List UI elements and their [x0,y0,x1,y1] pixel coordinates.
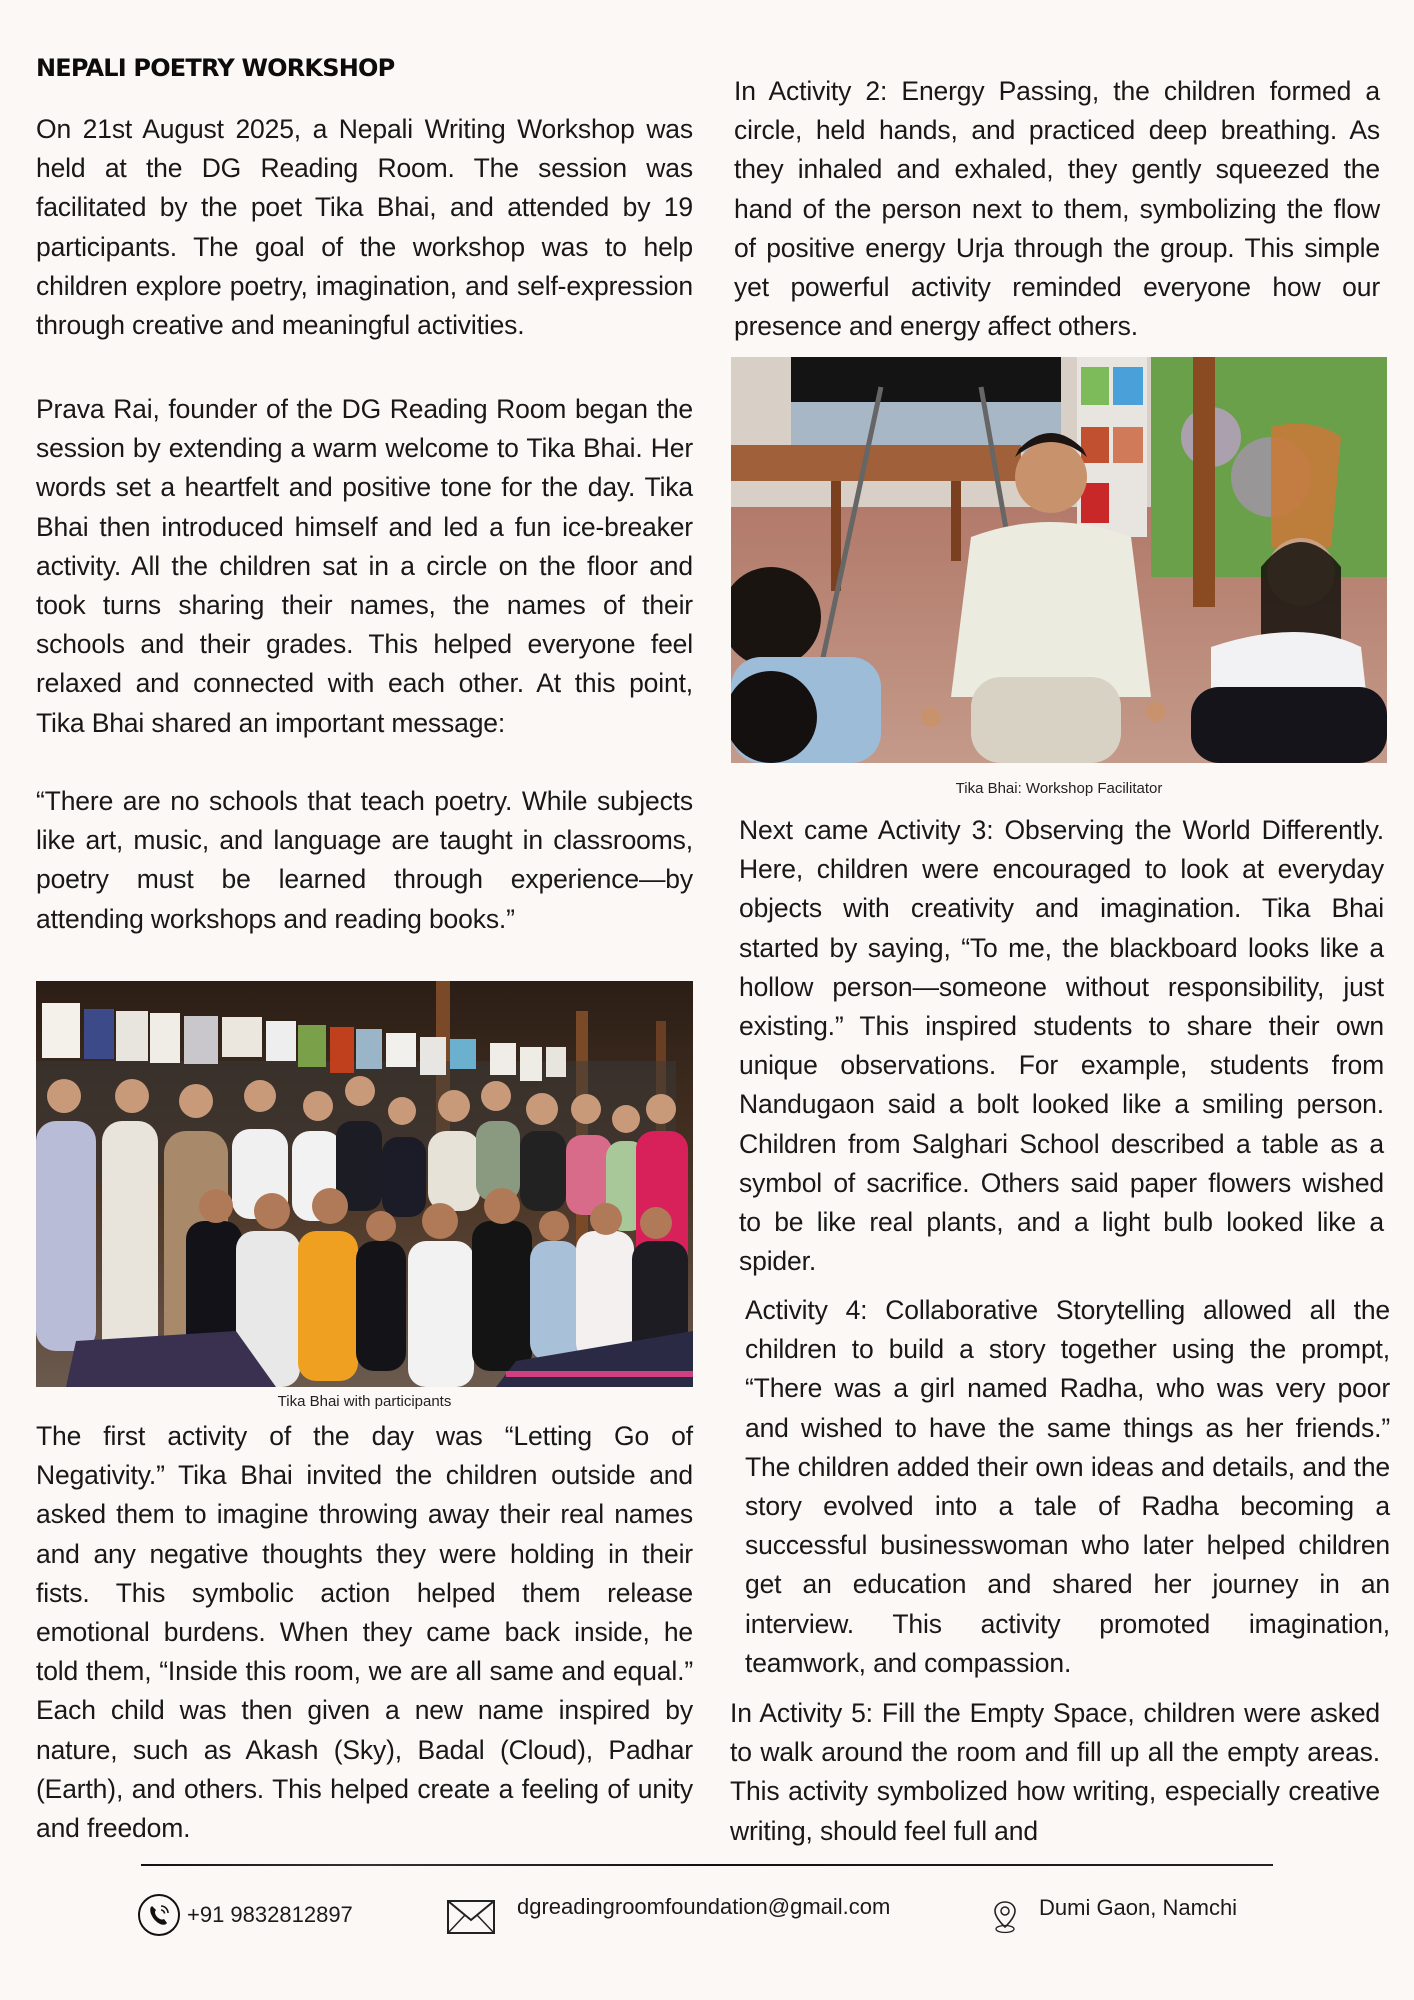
activity4-paragraph: Activity 4: Collaborative Storytelling allowed all the children to build a story together using the prompt, “There was a girl named Radha, who was very poor and wished to have the same things as her friends.” The children added their own ideas and details, and the story evolved into a tale of Radha becoming a successful businesswoman who later helped children get an education and shared her journey in an interview. This activity promoted imagination, teamwork, and compassion. [745,1295,1390,1678]
footer-location[interactable] [993,1888,1237,1934]
welcome-paragraph: Prava Rai, founder of the DG Reading Room began the session by extending a warm welcome to Tika Bhai. Her words set a heartfelt and positive tone for the day. Tika Bhai then introduced himself and led a fun ice-breaker activity. All the children sat in a circle on the floor and took turns sharing their names, the names of their schools and their grades. This helped everyone feel relaxed and connected with each other. At this point, Tika Bhai shared an important message: [36,394,693,738]
footer-divider [141,1864,1273,1866]
email-address: dgreadingroomfoundation@gmail.com [517,1894,891,1919]
group-photo [36,981,693,1387]
phone-number: +91 9832812897 [187,1902,353,1927]
activity2-paragraph: In Activity 2: Energy Passing, the children formed a circle, held hands, and practiced deep breathing. As they inhaled and exhaled, they gently squeezed the hand of the person next to them, symbolizing the flow of positive energy Urja through the group. This simple yet powerful activity reminded everyone how our presence and energy affect others. [734,76,1380,342]
group-photo-image [36,981,693,1387]
facilitator-photo-image [731,357,1387,763]
phone-icon [137,1893,181,1937]
footer-email[interactable] [447,1888,890,1934]
facilitator-photo-caption: Tika Bhai: Workshop Facilitator [955,780,1163,797]
activity3-paragraph: Next came Activity 3: Observing the World Differently. Here, children were encouraged to look at everyday objects with creativity and imagination. Tika Bhai started by saying, “To me, the blackboard looks like a hollow person—someone without responsibility, just existing.” This inspired students to share their own unique observations. For example, students from Nandugaon said a bolt looked like a smiling person. Children from Salghari School described a table as a symbol of sacrifice. Others said paper flowers wished to be like real plants, and a light bulb looked like a spider. [739,815,1384,1277]
intro-paragraph: On 21st August 2025, a Nepali Writing Workshop was held at the DG Reading Room. The session was facilitated by the poet Tika Bhai, and attended by 19 participants. The goal of the workshop was to help children explore poetry, imagination, and self-expression through creative and meaningful activities. [36,114,693,341]
location-text: Dumi Gaon, Namchi [1039,1895,1238,1920]
facilitator-photo [731,357,1387,763]
group-photo-caption: Tika Bhai with participants [277,1393,452,1410]
page-title: NEPALI POETRY WORKSHOP [36,54,395,82]
envelope-icon [447,1900,495,1934]
poetry-quote: “There are no schools that teach poetry. While subjects like art, music, and language are taught in classrooms, poetry must be learned through experience—by attending workshops and reading books.” [36,786,693,934]
activity1-paragraph: The first activity of the day was “Letting Go of Negativity.” Tika Bhai invited the children outside and asked them to imagine throwing away their real names and any negative thoughts they were holding in their fists. This symbolic action helped them release emotional burdens. When they came back inside, he told them, “Inside this room, we are all same and equal.” Each child was then given a new name inspired by nature, such as Akash (Sky), Badal (Cloud), Padhar (Earth), and others. This helped create a feeling of unity and freedom. [36,1421,693,1844]
activity5-paragraph: In Activity 5: Fill the Empty Space, children were asked to walk around the room and fill up all the empty areas. This activity symbolized how writing, especially creative writing, should feel full and [730,1698,1380,1846]
map-pin-icon [993,1900,1017,1934]
footer-phone[interactable] [137,1893,353,1937]
